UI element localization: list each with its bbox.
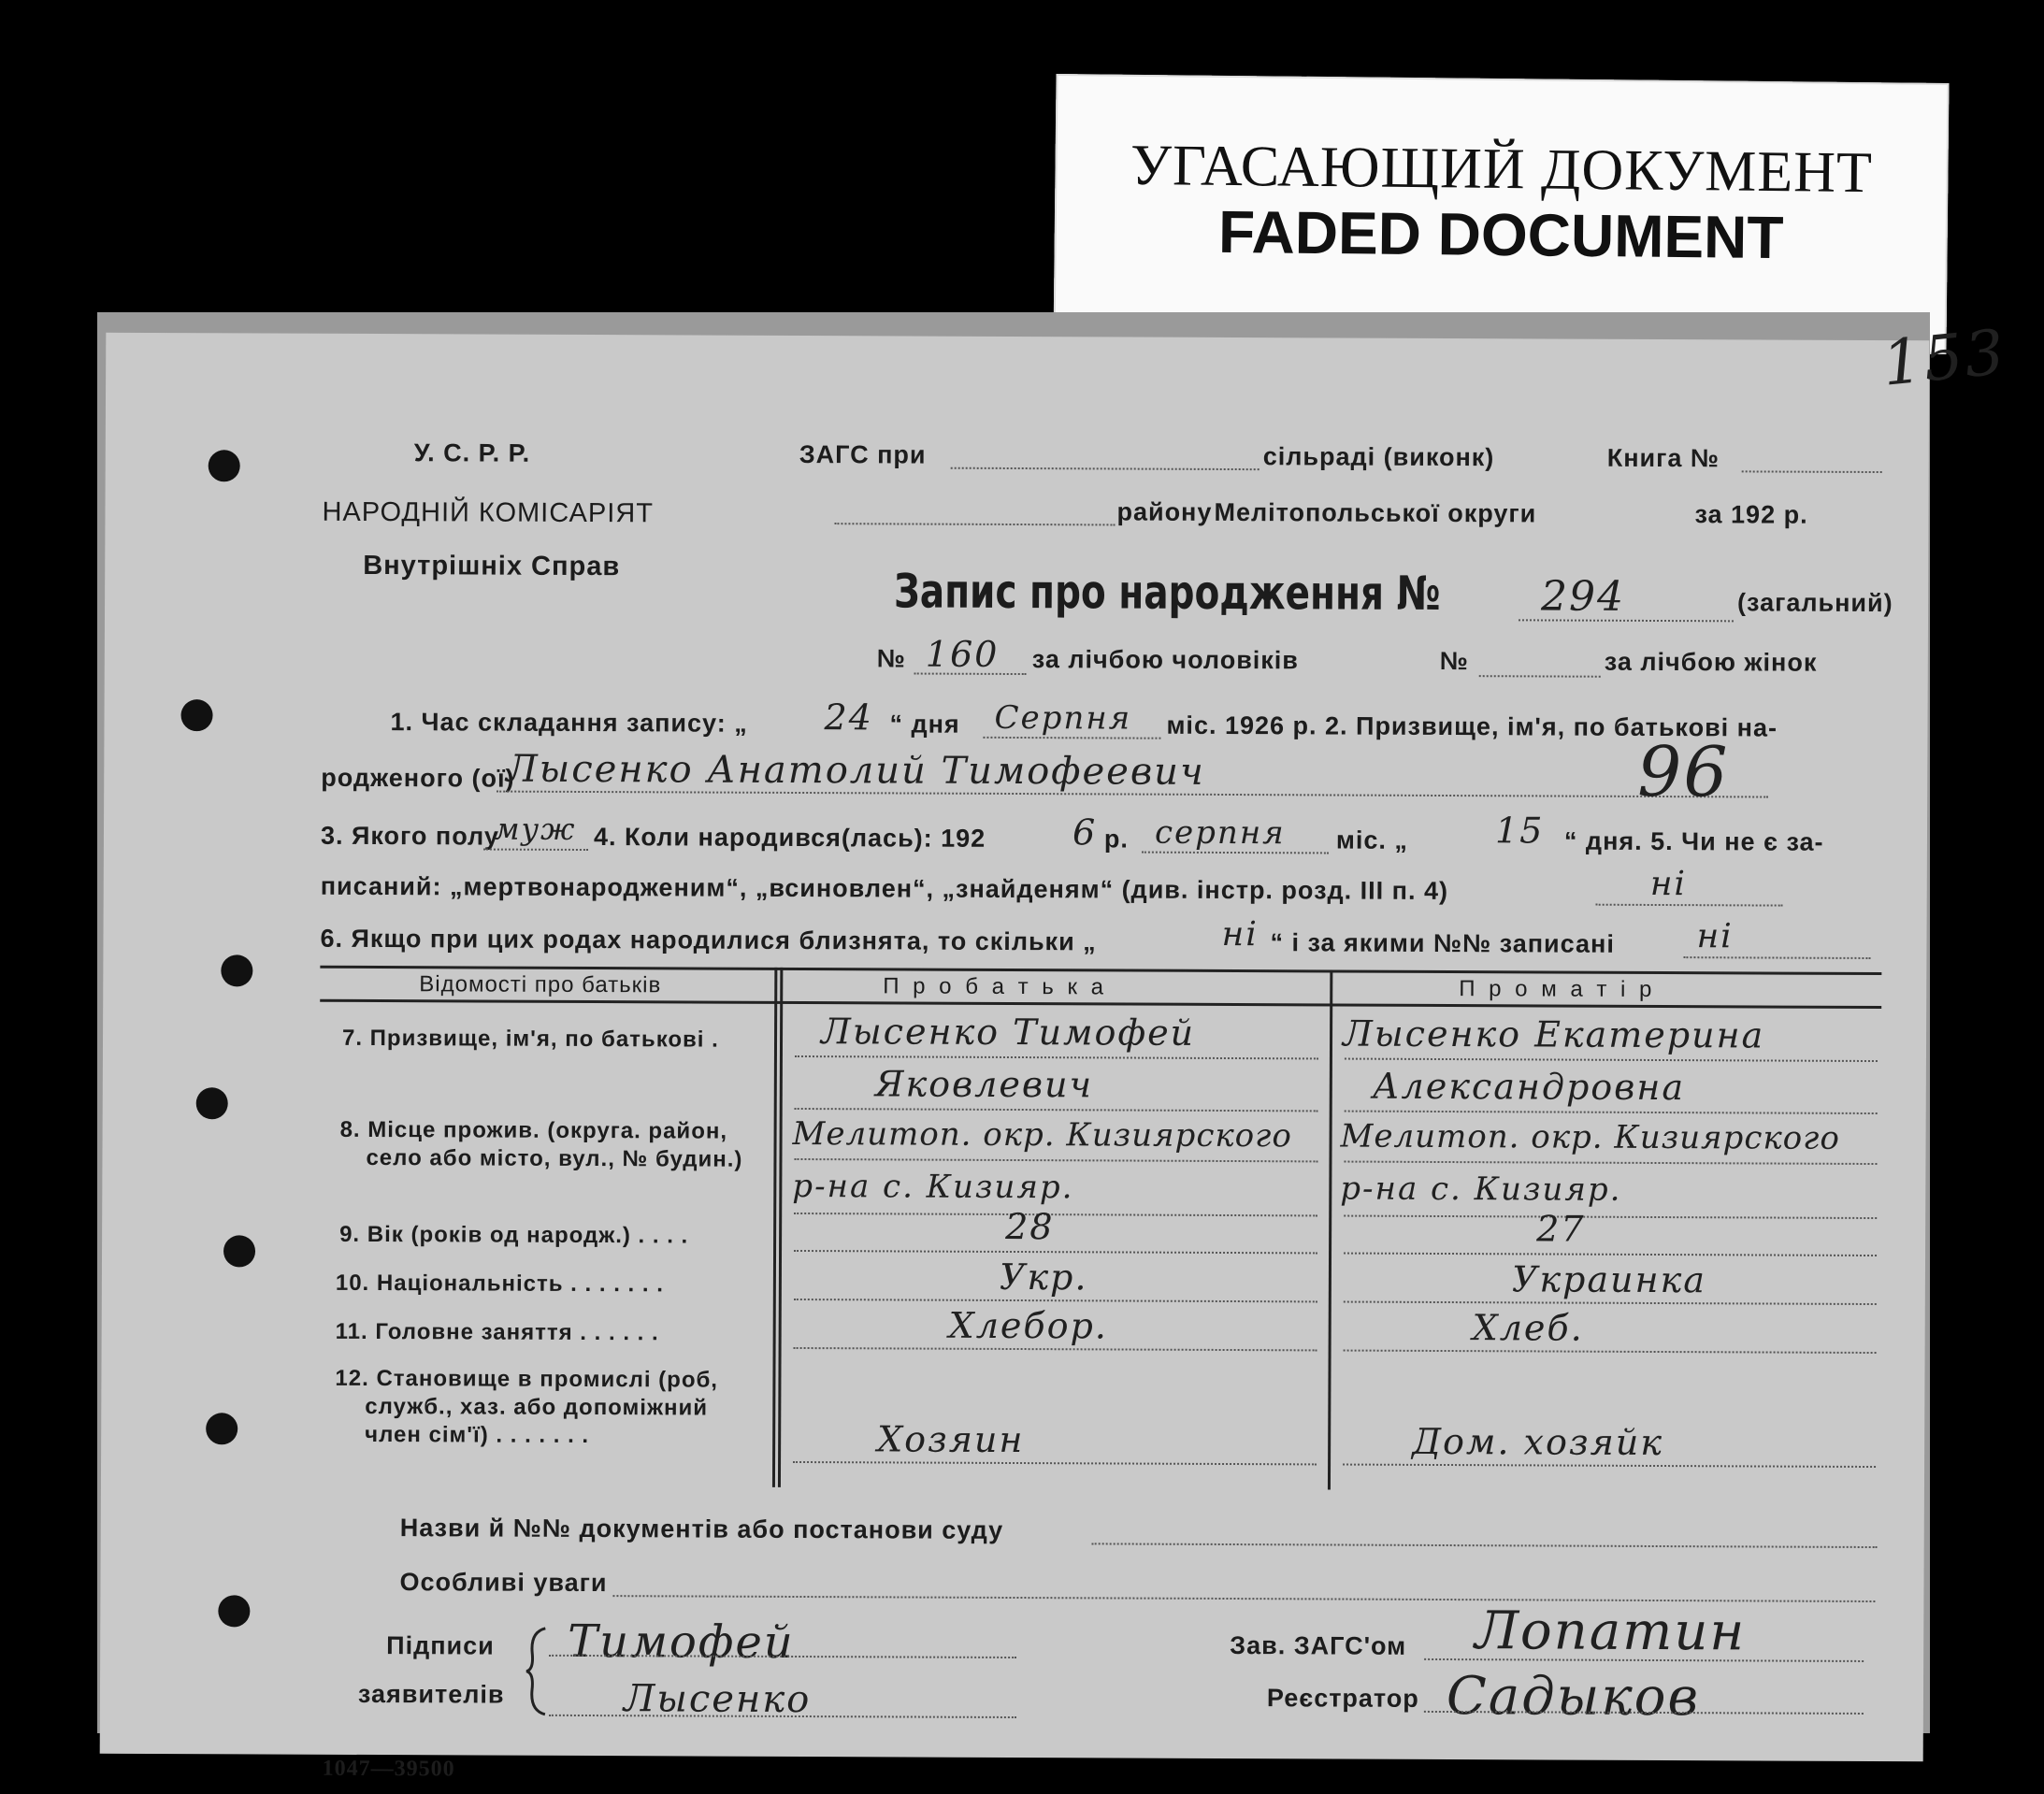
archive-number: 153 [1878, 315, 2009, 400]
header-commissariat: НАРОДНІЙ КОМІСАРІЯТ [322, 496, 655, 529]
table-header-father: П р о б а т ь к а [883, 973, 1108, 1000]
row-11-label: 11. Головне заняття . . . . . . [335, 1318, 659, 1346]
birth-year-digit: 6 [1072, 811, 1098, 854]
mother-residence-1: Мелитоп. окр. Кизиярского [1340, 1117, 1840, 1157]
field-4-label: 4. Коли народився(лась): 192 [593, 823, 986, 853]
zags-head-label: Зав. ЗАГС'ом [1230, 1631, 1407, 1660]
female-count-label: за лічбою жінок [1604, 647, 1818, 677]
header-ussr: У. С. Р. Р. [413, 438, 531, 467]
zags-head-signature: Лопатин [1475, 1600, 1747, 1663]
binding-hole [206, 1413, 238, 1444]
twins-numbers-blank [1683, 956, 1870, 959]
birth-month-blank [1142, 852, 1329, 854]
table-header-info: Відомості про батьків [419, 971, 662, 998]
child-name: Лысенко Анатолий Тимофеевич [506, 747, 1205, 794]
father-age: 28 [1005, 1205, 1055, 1248]
record-month-blank [983, 737, 1160, 739]
applicant-signature-2: Лысенко [623, 1677, 812, 1722]
field-6-label: 6. Якщо при цих родах народилися близнята, то скільки „ [320, 924, 1097, 956]
signatures-label-1: Підписи [386, 1631, 495, 1660]
row-blank [794, 1158, 1317, 1162]
father-nationality: Укр. [999, 1256, 1088, 1299]
father-status: Хозяин [877, 1418, 1025, 1461]
row-blank [793, 1461, 1317, 1465]
row-blank [1344, 1215, 1877, 1219]
twins-numbers: ні [1696, 917, 1734, 956]
stamp-text-ru: УГАСАЮЩИЙ ДОКУМЕНТ [1130, 133, 1874, 206]
record-type: (загальний) [1737, 588, 1893, 618]
row-blank [1344, 1253, 1877, 1256]
birth-day: 15 [1494, 810, 1545, 852]
zags-prefix: ЗАГС при [799, 439, 927, 469]
zags-blank [951, 467, 1260, 470]
female-count-blank [1479, 675, 1601, 678]
field-4-year-suffix: р. [1103, 825, 1130, 854]
print-code: 1047—39500 [322, 1756, 455, 1782]
row-blank [1345, 1111, 1878, 1114]
mother-occupation: Хлеб. [1472, 1307, 1584, 1349]
book-label: Книга № [1606, 443, 1720, 473]
applicant-signature-1: Тимофей [568, 1615, 795, 1669]
field-5-label: “ дня. 5. Чи не є за- [1563, 826, 1824, 856]
okrug-label: Мелітопольської округи [1214, 497, 1537, 528]
table-divider [778, 968, 783, 1487]
record-number-blank [1519, 619, 1734, 622]
row-12-label-1: 12. Становище в промислі (роб, [335, 1365, 719, 1393]
father-residence-2: р-на с. Кизияр. [792, 1167, 1074, 1207]
record-month: Серпня [994, 698, 1132, 738]
mother-nationality: Украинка [1511, 1258, 1707, 1301]
field-3-label: 3. Якого полу [320, 821, 499, 851]
table-header-mother: П р о м а т і р [1459, 976, 1656, 1002]
row-12-label-3: член сім'ї) . . . . . . . [365, 1421, 590, 1449]
field-1-label: 1. Час складання запису: „ [390, 708, 748, 738]
field-5-answer: ні [1649, 864, 1688, 904]
female-no-prefix: № [1439, 646, 1469, 676]
margin-mark: 96 [1637, 731, 1730, 813]
row-blank [1345, 1058, 1878, 1062]
field-2-label: родженого (ої) [321, 763, 515, 793]
mother-age: 27 [1536, 1208, 1586, 1250]
table-divider [772, 968, 777, 1487]
binding-hole [223, 1235, 255, 1267]
field-5-question: писаний: „мертвонародженим“, „всиновлен“, „знайденям“ (див. інстр. розд. III п. 4) [320, 871, 1449, 906]
signatures-label-2: заявителів [357, 1679, 505, 1709]
district-blank [834, 523, 1115, 525]
child-sex: муж [494, 811, 577, 847]
row-blank [1343, 1464, 1876, 1468]
binding-hole [209, 450, 240, 481]
signatures-brace [523, 1625, 551, 1718]
stamp-text-en: FADED DOCUMENT [1217, 197, 1784, 272]
record-day: 24 [824, 696, 873, 739]
field-1-day: “ дня [889, 710, 960, 739]
row-blank [794, 1347, 1317, 1351]
mother-status: Дом. хозяйк [1412, 1420, 1664, 1464]
binding-hole [221, 954, 252, 986]
row-10-label: 10. Національність . . . . . . . [335, 1270, 664, 1298]
mother-residence-2: р-на с. Кизияр. [1340, 1170, 1622, 1209]
notes-label: Особливі уваги [399, 1568, 608, 1598]
mother-name-1: Лысенко Екатерина [1342, 1012, 1765, 1056]
year-label: за 192 р. [1694, 500, 1808, 529]
row-12-label-2: служб., хаз. або допоміжний [365, 1393, 709, 1421]
binding-hole [218, 1595, 250, 1627]
documents-label: Назви й №№ документів або постанови суду [399, 1514, 1004, 1544]
row-blank [794, 1213, 1317, 1216]
twins-count: ні [1221, 914, 1259, 954]
row-blank [795, 1055, 1318, 1059]
record-number: 294 [1540, 572, 1626, 621]
binding-hole [196, 1087, 228, 1119]
binding-hole [180, 699, 212, 731]
district-suffix: району [1116, 497, 1213, 526]
table-divider [1328, 969, 1332, 1489]
father-residence-1: Мелитоп. окр. Кизиярского [792, 1114, 1292, 1155]
field-1-rest: міс. 1926 р. 2. Призвище, ім'я, по батькові на- [1166, 710, 1778, 742]
row-7-label: 7. Призвище, ім'я, по батькові . [341, 1025, 719, 1053]
registrar-signature: Садыков [1446, 1666, 1701, 1729]
field-6-rest: “ і за якими №№ записані [1270, 928, 1615, 958]
row-blank [1344, 1161, 1877, 1165]
male-count-blank [914, 673, 1027, 676]
father-name-1: Лысенко Тимофей [820, 1011, 1196, 1054]
field-5-blank [1596, 904, 1783, 907]
row-8-label-1: 8. Місце прожив. (округа. район, [339, 1116, 728, 1144]
record-title: Запис про народження № [893, 564, 1441, 621]
male-count-label: за лічбою чоловіків [1031, 645, 1300, 675]
field-4-month-suffix: міс. „ [1335, 825, 1409, 854]
mother-name-2: Александровна [1372, 1065, 1686, 1109]
documents-blank [1092, 1543, 1878, 1548]
book-blank [1742, 470, 1882, 473]
birth-record-form [100, 315, 2009, 1782]
birth-month: серпня [1154, 813, 1286, 853]
row-blank [1344, 1350, 1877, 1354]
registrar-label: Реєстратор [1266, 1684, 1419, 1713]
row-8-label-2: село або місто, вул., № будин.) [366, 1144, 743, 1172]
header-internal-affairs: Внутрішніх Справ [363, 550, 621, 582]
father-occupation: Хлебор. [948, 1304, 1109, 1347]
male-count-number: 160 [925, 633, 1000, 675]
zags-suffix: сільраді (виконк) [1262, 442, 1495, 472]
row-blank [794, 1250, 1317, 1254]
row-blank [794, 1299, 1317, 1302]
father-name-2: Яковлевич [874, 1063, 1094, 1106]
row-blank [1344, 1301, 1877, 1305]
male-no-prefix: № [876, 644, 906, 673]
row-9-label: 9. Вік (років од народж.) . . . . [339, 1221, 689, 1249]
row-blank [795, 1108, 1318, 1112]
